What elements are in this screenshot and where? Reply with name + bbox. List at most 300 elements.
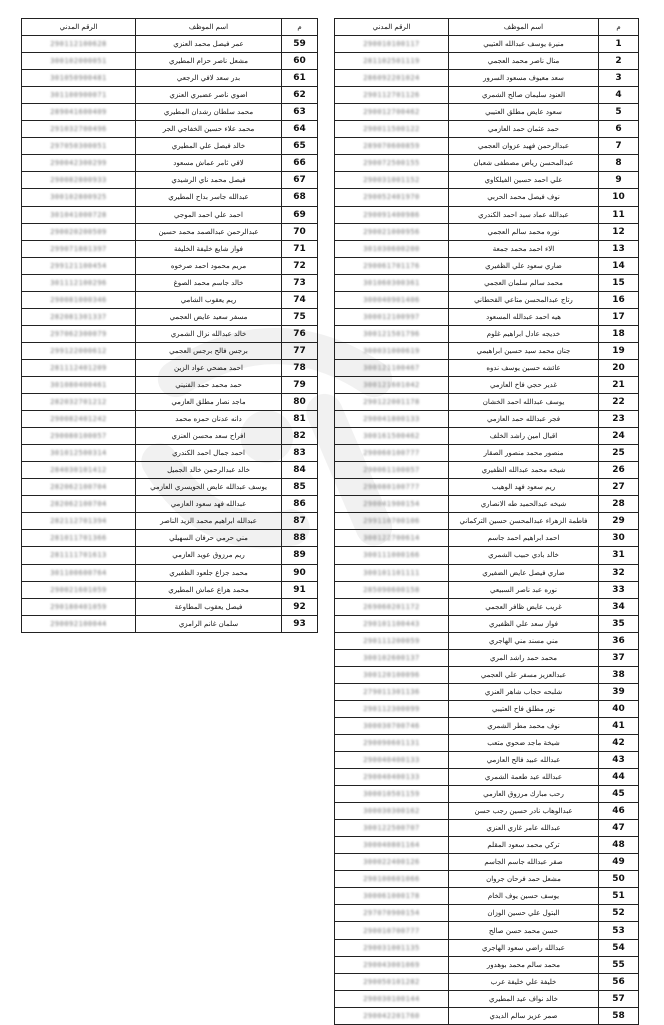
- row-number: 85: [282, 479, 318, 496]
- employee-name: بدر سعد لافي الرجعي: [136, 70, 282, 87]
- table-row: [335, 223, 639, 240]
- row-number: 28: [599, 496, 639, 513]
- row-number: 10: [599, 189, 639, 206]
- table-row: [335, 308, 639, 325]
- employee-name: سعد معيوف مسعود السرور: [449, 70, 599, 87]
- civil-id: 281102501119: [335, 53, 449, 70]
- row-number: 72: [282, 257, 318, 274]
- employees-table-right: [334, 18, 639, 1025]
- row-number: 66: [282, 155, 318, 172]
- row-number: 27: [599, 479, 639, 496]
- table-row: [22, 104, 318, 121]
- row-number: 56: [599, 973, 639, 990]
- employee-name: محمد سالم سلمان العجمي: [449, 274, 599, 291]
- row-number: 60: [282, 53, 318, 70]
- row-number: 76: [282, 325, 318, 342]
- row-number: 41: [599, 717, 639, 734]
- table-row: [22, 53, 318, 70]
- table-row: [335, 496, 639, 513]
- row-number: 67: [282, 172, 318, 189]
- employee-name: محمد سلطان رشدان المطيري: [136, 104, 282, 121]
- row-number: 90: [282, 564, 318, 581]
- row-number: 46: [599, 803, 639, 820]
- employee-name: فواز شايع خليفة الخليفة: [136, 240, 282, 257]
- employee-name: منصور محمد منصور الصقار: [449, 445, 599, 462]
- employee-name: ماجد نصار مطلق العازمي: [136, 394, 282, 411]
- header-number: م: [282, 19, 318, 36]
- table-row: [22, 394, 318, 411]
- civil-id: 290021601059: [22, 581, 136, 598]
- employee-name: خالد عبدالرحمن خالد الجميل: [136, 462, 282, 479]
- table-row: [22, 445, 318, 462]
- table-row: [335, 717, 639, 734]
- row-number: 57: [599, 990, 639, 1007]
- employee-name: عبدالله عامر غازي العنزي: [449, 820, 599, 837]
- civil-id: 290020200509: [22, 223, 136, 240]
- employees-table-left: [21, 18, 318, 633]
- civil-id: 300120100096: [335, 666, 449, 683]
- row-number: 59: [282, 36, 318, 53]
- table-row: [335, 666, 639, 683]
- table-row: [335, 871, 639, 888]
- row-number: 93: [282, 615, 318, 632]
- civil-id: 300022400126: [335, 854, 449, 871]
- employee-name: محمد علاء حسين الخفاجي الجر: [136, 121, 282, 138]
- employee-name: فيصل يعقوب المطاوعة: [136, 598, 282, 615]
- civil-id: 290052401970: [335, 189, 449, 206]
- employee-name: هيه احمد عبدالله المسعود: [449, 308, 599, 325]
- civil-id: 290080100777: [335, 479, 449, 496]
- row-number: 6: [599, 121, 639, 138]
- employee-name: عبدالله فهد سعود العازمي: [136, 496, 282, 513]
- table-row: [335, 87, 639, 104]
- civil-id: 297050300051: [22, 138, 136, 155]
- employee-name: لافي ثامر عماش مسعود: [136, 155, 282, 172]
- civil-id: 290021000956: [335, 223, 449, 240]
- row-number: 73: [282, 274, 318, 291]
- employee-name: صمر عزيز سالم الديدي: [449, 1007, 599, 1024]
- civil-id: 281112401209: [22, 359, 136, 376]
- table-row: [22, 411, 318, 428]
- table-row: [335, 53, 639, 70]
- employee-name: افراح سعد محسن العنزي: [136, 428, 282, 445]
- row-number: 32: [599, 564, 639, 581]
- table-row: [22, 513, 318, 530]
- table-row: [335, 411, 639, 428]
- table-row: [335, 104, 639, 121]
- employee-name: عبدالله راضي سعود الهاجري: [449, 939, 599, 956]
- civil-id: 290042201760: [335, 1007, 449, 1024]
- employee-name: فجر عبدالله حمد العازمي: [449, 411, 599, 428]
- table-row: [335, 1007, 639, 1024]
- row-number: 26: [599, 462, 639, 479]
- employee-name: محمد سالم محمد بوهدور: [449, 956, 599, 973]
- civil-id: 300030700746: [335, 717, 449, 734]
- employee-name: العنود سليمان صالح الشمري: [449, 87, 599, 104]
- row-number: 13: [599, 240, 639, 257]
- table-row: [335, 990, 639, 1007]
- employee-name: خالد عبدالله نزال الشمري: [136, 325, 282, 342]
- civil-id: 299121100454: [22, 257, 136, 274]
- table-row: [335, 820, 639, 837]
- civil-id: 301030600200: [335, 240, 449, 257]
- civil-id: 300012100997: [335, 308, 449, 325]
- employee-name: عبدالله عماد سيد احمد الكندري: [449, 206, 599, 223]
- civil-id: 301100600764: [22, 564, 136, 581]
- civil-id: 290061701176: [335, 257, 449, 274]
- civil-id: 290043001069: [335, 956, 449, 973]
- civil-id: 290050101282: [335, 973, 449, 990]
- row-number: 5: [599, 104, 639, 121]
- employee-name: عبدالرحمن فهيد عزوان العجمي: [449, 138, 599, 155]
- employee-name: برجس فالح برجس العجمي: [136, 342, 282, 359]
- row-number: 77: [282, 342, 318, 359]
- employee-name: احمد علي احمد الموجي: [136, 206, 282, 223]
- table-row: [22, 257, 318, 274]
- table-row: [335, 206, 639, 223]
- employee-name: تركي محمد سعود المقلم: [449, 837, 599, 854]
- table-row: [22, 325, 318, 342]
- table-row: [335, 803, 639, 820]
- civil-id: 282032701212: [22, 394, 136, 411]
- row-number: 45: [599, 786, 639, 803]
- row-number: 84: [282, 462, 318, 479]
- row-number: 20: [599, 359, 639, 376]
- table-row: [335, 70, 639, 87]
- employee-name: خالد جاسم محمد الصوغ: [136, 274, 282, 291]
- row-number: 81: [282, 411, 318, 428]
- row-number: 80: [282, 394, 318, 411]
- row-number: 14: [599, 257, 639, 274]
- table-row: [22, 308, 318, 325]
- employee-name: اقبال امين راشد الخلف: [449, 428, 599, 445]
- table-row: [335, 888, 639, 905]
- row-number: 65: [282, 138, 318, 155]
- header-number: م: [599, 19, 639, 36]
- row-number: 2: [599, 53, 639, 70]
- row-number: 19: [599, 342, 639, 359]
- row-number: 75: [282, 308, 318, 325]
- row-number: 87: [282, 513, 318, 530]
- civil-id: 279011301136: [335, 683, 449, 700]
- employee-name: غدير حجي فاخ العازمي: [449, 376, 599, 393]
- civil-id: 300121601042: [335, 376, 449, 393]
- employee-name: صقر عبدالله جاسم الجاسم: [449, 854, 599, 871]
- employee-name: مسفر سعيد عايض العجمي: [136, 308, 282, 325]
- header-employee-name: اسم الموظف: [136, 19, 282, 36]
- civil-id: 301041000728: [22, 206, 136, 223]
- civil-id: 300040901406: [335, 291, 449, 308]
- row-number: 51: [599, 888, 639, 905]
- civil-id: 290092100044: [22, 615, 136, 632]
- table-row: [22, 376, 318, 393]
- employee-name: منيرة يوسف عبدالله العتيبي: [449, 36, 599, 53]
- row-number: 30: [599, 530, 639, 547]
- table-row: [335, 734, 639, 751]
- row-number: 25: [599, 445, 639, 462]
- row-number: 86: [282, 496, 318, 513]
- civil-id: 290101100443: [335, 615, 449, 632]
- employee-name: شيخه محمد عبدالله الظفيري: [449, 462, 599, 479]
- employee-name: ريم سعود فهد الوهيب: [449, 479, 599, 496]
- civil-id: 269060201172: [335, 598, 449, 615]
- table-row: [335, 973, 639, 990]
- row-number: 9: [599, 172, 639, 189]
- table-row: [335, 376, 639, 393]
- table-row: [335, 615, 639, 632]
- row-number: 53: [599, 922, 639, 939]
- employee-name: مني مسند مني الهاجري: [449, 632, 599, 649]
- employee-name: احمد ابراهيم احمد جاسم: [449, 530, 599, 547]
- table-row: [22, 598, 318, 615]
- civil-id: 282081301337: [22, 308, 136, 325]
- table-row: [335, 547, 639, 564]
- civil-id: 300121100467: [335, 359, 449, 376]
- civil-id: 301060300361: [335, 274, 449, 291]
- row-number: 18: [599, 325, 639, 342]
- employee-name: حسن محمد حسن صالح: [449, 922, 599, 939]
- civil-id: 290122001178: [335, 394, 449, 411]
- row-number: 82: [282, 428, 318, 445]
- row-number: 54: [599, 939, 639, 956]
- row-number: 21: [599, 376, 639, 393]
- row-number: 70: [282, 223, 318, 240]
- employee-name: عائشه حسين يوسف ندوه: [449, 359, 599, 376]
- civil-id: 300061000178: [335, 888, 449, 905]
- table-row: [335, 394, 639, 411]
- civil-id: 300102800925: [22, 189, 136, 206]
- civil-id: 290072500155: [335, 155, 449, 172]
- row-number: 42: [599, 734, 639, 751]
- employee-name: اضوي ناصر عضبري العنزي: [136, 87, 282, 104]
- civil-id: 301112100296: [22, 274, 136, 291]
- civil-id: 300102600137: [335, 649, 449, 666]
- employee-name: حمد محمد حمد الفنيني: [136, 376, 282, 393]
- table-row: [22, 291, 318, 308]
- civil-id: 301012500314: [22, 445, 136, 462]
- table-row: [22, 274, 318, 291]
- employee-name: عبدالمحسن رياض مصطفى شعبان: [449, 155, 599, 172]
- header-civil-id: الرقم المدني: [335, 19, 449, 36]
- row-number: 4: [599, 87, 639, 104]
- civil-id: 284030101412: [22, 462, 136, 479]
- row-number: 91: [282, 581, 318, 598]
- civil-id: 290061100057: [335, 462, 449, 479]
- table-row: [335, 172, 639, 189]
- row-number: 1: [599, 36, 639, 53]
- table-row: [335, 956, 639, 973]
- employee-name: نوره عبد ناصر السبيعي: [449, 581, 599, 598]
- civil-id: 290082800933: [22, 172, 136, 189]
- employee-name: سلمان غانم الرامزي: [136, 615, 282, 632]
- civil-id: 290111200059: [335, 632, 449, 649]
- civil-id: 290112701126: [335, 87, 449, 104]
- table-row: [22, 70, 318, 87]
- civil-id: 297062300079: [22, 325, 136, 342]
- civil-id: 297070900154: [335, 905, 449, 922]
- table-row: [22, 121, 318, 138]
- employee-name: دانه عدنان حمزه محمد: [136, 411, 282, 428]
- employee-name: عبدالوهاب نادر حسين رجب حسن: [449, 803, 599, 820]
- civil-id: 290012700462: [335, 104, 449, 121]
- civil-id: 290042300299: [22, 155, 136, 172]
- table-row: [335, 752, 639, 769]
- row-number: 69: [282, 206, 318, 223]
- table-row: [335, 837, 639, 854]
- employee-name: سعود عايض مطلق العتيبي: [449, 104, 599, 121]
- civil-id: 290041800133: [335, 411, 449, 428]
- row-number: 64: [282, 121, 318, 138]
- employee-name: جنان محمد سيد حسين ابراهيمي: [449, 342, 599, 359]
- employee-name: حمد عثمان حمد العازمي: [449, 121, 599, 138]
- table-row: [22, 155, 318, 172]
- civil-id: 281111701613: [22, 547, 136, 564]
- table-row: [22, 462, 318, 479]
- civil-id: 290060100777: [335, 445, 449, 462]
- employee-name: مشعل ناصر حزام المطيري: [136, 53, 282, 70]
- row-number: 92: [282, 598, 318, 615]
- civil-id: 290031001135: [335, 939, 449, 956]
- civil-id: 301080400461: [22, 376, 136, 393]
- row-number: 83: [282, 445, 318, 462]
- civil-id: 286092201024: [335, 70, 449, 87]
- civil-id: 300102000051: [22, 53, 136, 70]
- employee-name: عبدالله ابراهيم محمد الزيد الناصر: [136, 513, 282, 530]
- table-row: [335, 479, 639, 496]
- table-row: [335, 189, 639, 206]
- employee-name: فواز سعد علي الظفيري: [449, 615, 599, 632]
- header-civil-id: الرقم المدني: [22, 19, 136, 36]
- table-row: [335, 786, 639, 803]
- employee-name: غريب عايض ظافر العجمي: [449, 598, 599, 615]
- row-number: 55: [599, 956, 639, 973]
- table-row: [22, 172, 318, 189]
- civil-id: 300121501796: [335, 325, 449, 342]
- employee-name: عمر فيصل محمد العنزي: [136, 36, 282, 53]
- civil-id: 290040400133: [335, 769, 449, 786]
- table-row: [335, 683, 639, 700]
- employee-name: البتول علي حسين الوزان: [449, 905, 599, 922]
- table-row: [335, 564, 639, 581]
- header-employee-name: اسم الموظف: [449, 19, 599, 36]
- civil-id: 300101101111: [335, 564, 449, 581]
- row-number: 23: [599, 411, 639, 428]
- table-row: [22, 581, 318, 598]
- table-row: [335, 939, 639, 956]
- civil-id: 290010700777: [335, 922, 449, 939]
- employee-name: خالد نواف عيد المطيري: [449, 990, 599, 1007]
- row-number: 40: [599, 700, 639, 717]
- civil-id: 281011701366: [22, 530, 136, 547]
- employee-name: محمد هزاع عماش المطيري: [136, 581, 282, 598]
- row-number: 15: [599, 274, 639, 291]
- table-row: [22, 206, 318, 223]
- row-number: 29: [599, 513, 639, 530]
- table-row: [335, 359, 639, 376]
- civil-id: 290040400133: [335, 752, 449, 769]
- table-row: [335, 257, 639, 274]
- table-row: [335, 291, 639, 308]
- table-row: [22, 564, 318, 581]
- employee-name: علي احمد حسين الفيلكاوي: [449, 172, 599, 189]
- table-row: [22, 223, 318, 240]
- employee-name: عبدالله جاسر بداح المطيري: [136, 189, 282, 206]
- civil-id: 282062100704: [22, 496, 136, 513]
- table-row: [335, 598, 639, 615]
- row-number: 50: [599, 871, 639, 888]
- row-number: 43: [599, 752, 639, 769]
- employee-name: نور مطلق فاح العتيبي: [449, 700, 599, 717]
- employee-name: نوره محمد سالم العجمي: [449, 223, 599, 240]
- table-row: [335, 649, 639, 666]
- row-number: 63: [282, 104, 318, 121]
- civil-id: 291032700496: [22, 121, 136, 138]
- row-number: 74: [282, 291, 318, 308]
- civil-id: 290041900154: [335, 496, 449, 513]
- row-number: 34: [599, 598, 639, 615]
- row-number: 61: [282, 70, 318, 87]
- employee-name: رحب مبارك مرزوق العازمي: [449, 786, 599, 803]
- table-row: [335, 428, 639, 445]
- employee-name: عبدالله عبيد فالح العازمي: [449, 752, 599, 769]
- civil-id: 300122700614: [335, 530, 449, 547]
- civil-id: 300030300162: [335, 803, 449, 820]
- employee-name: شيخه عبدالحميد طه الانصاري: [449, 496, 599, 513]
- table-row: [335, 632, 639, 649]
- employee-name: ريم يعقوب الشامي: [136, 291, 282, 308]
- civil-id: 290112300099: [335, 700, 449, 717]
- table-row: [22, 479, 318, 496]
- table-row: [335, 342, 639, 359]
- table-row: [22, 359, 318, 376]
- employee-name: احمد جمال احمد الكندري: [136, 445, 282, 462]
- row-number: 24: [599, 428, 639, 445]
- civil-id: 300040801164: [335, 837, 449, 854]
- civil-id: 290112100628: [22, 36, 136, 53]
- table-row: [335, 274, 639, 291]
- employee-name: نوف فيصل محمد الحربي: [449, 189, 599, 206]
- row-number: 71: [282, 240, 318, 257]
- row-number: 8: [599, 155, 639, 172]
- row-number: 78: [282, 359, 318, 376]
- employee-name: نوف محمد مطر الشمري: [449, 717, 599, 734]
- table-row: [22, 496, 318, 513]
- table-row: [22, 547, 318, 564]
- row-number: 22: [599, 394, 639, 411]
- row-number: 47: [599, 820, 639, 837]
- row-number: 49: [599, 854, 639, 871]
- civil-id: 290180401059: [22, 598, 136, 615]
- civil-id: 285090600158: [335, 581, 449, 598]
- table-row: [335, 513, 639, 530]
- employee-name: عبدالعزيز مسفر علي العجمي: [449, 666, 599, 683]
- row-number: 37: [599, 649, 639, 666]
- row-number: 89: [282, 547, 318, 564]
- employee-name: ضاري سعود علي الظفيري: [449, 257, 599, 274]
- employee-name: احمد مضحي عواد الزين: [136, 359, 282, 376]
- civil-id: 290031001152: [335, 172, 449, 189]
- table-row: [335, 854, 639, 871]
- table-row: [335, 155, 639, 172]
- row-number: 38: [599, 666, 639, 683]
- table-row: [22, 428, 318, 445]
- civil-id: 299122000612: [22, 342, 136, 359]
- employee-name: يوسف عبدالله احمد الخشان: [449, 394, 599, 411]
- table-row: [22, 240, 318, 257]
- table-row: [22, 342, 318, 359]
- employee-name: خديجه عادل ابراهيم غلوم: [449, 325, 599, 342]
- civil-id: 301100900071: [22, 87, 136, 104]
